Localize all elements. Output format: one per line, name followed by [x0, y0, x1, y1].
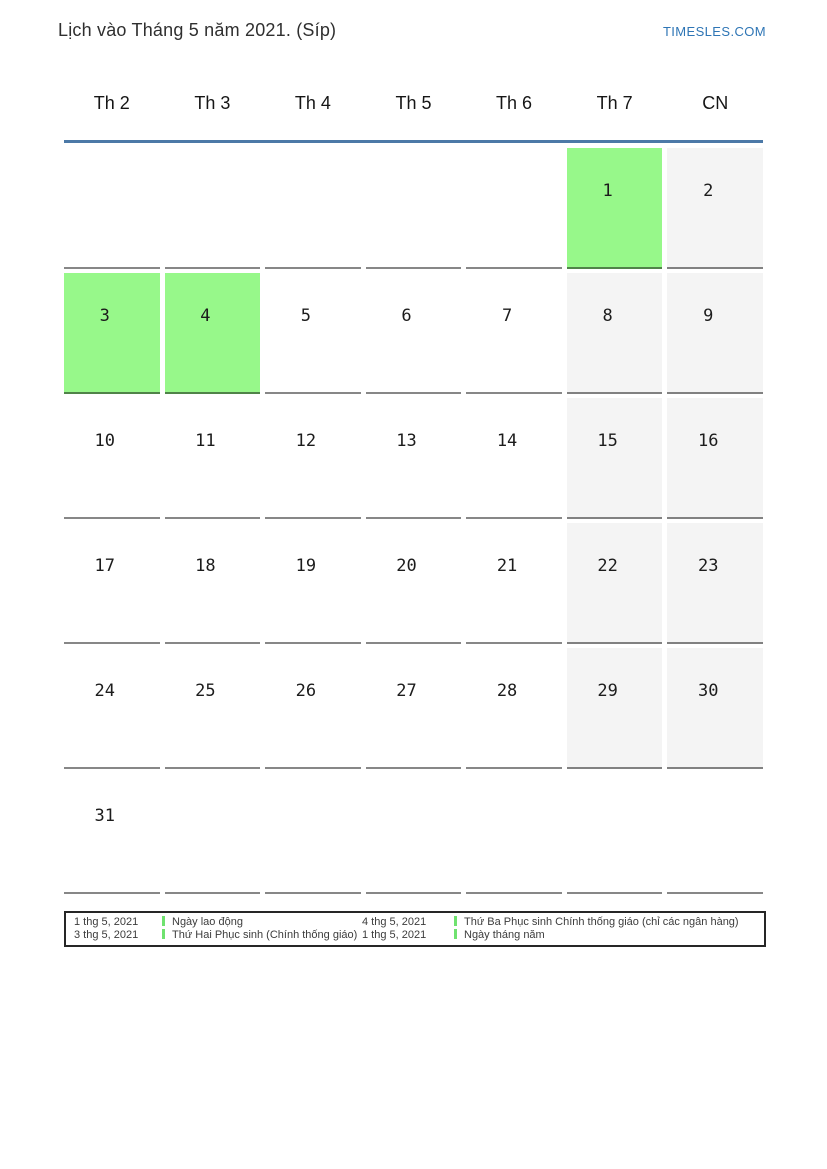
day-cell-6 [366, 273, 462, 394]
header-divider-line [64, 140, 763, 143]
day-number: 8 [602, 306, 613, 326]
day-header-th-3: Th 3 [194, 92, 231, 113]
day-cell-24 [64, 648, 160, 769]
day-cell-17 [64, 523, 160, 644]
day-number [366, 148, 462, 183]
day-cell-30 [667, 648, 763, 769]
holiday-marker-bar [162, 916, 165, 926]
empty-cell [366, 773, 462, 894]
day-number: 26 [295, 681, 317, 701]
legend-entry-date: 1 thg 5, 2021 [74, 916, 139, 928]
legend-box [64, 911, 766, 947]
legend-entry-label [162, 916, 362, 929]
day-number: 30 [697, 681, 719, 701]
day-cell-7 [466, 273, 562, 394]
day-cell-1 [567, 148, 663, 269]
day-number: 22 [597, 556, 618, 576]
day-cell-8 [567, 273, 663, 394]
legend-grid [74, 916, 764, 942]
day-number [466, 773, 562, 808]
day-number: 29 [597, 681, 618, 701]
calendar [64, 86, 763, 894]
day-number: 31 [94, 806, 116, 826]
day-cell-23 [667, 523, 763, 644]
legend-entry-label [454, 929, 764, 942]
day-number: 11 [195, 431, 216, 451]
day-header-th-4: Th 4 [294, 92, 331, 113]
holiday-marker-bar [162, 929, 165, 939]
empty-cell [165, 148, 261, 269]
day-cell-16 [667, 398, 763, 519]
day-number: 15 [597, 431, 618, 451]
legend-label-text: Ngày lao động [172, 916, 243, 928]
day-number: 3 [99, 306, 110, 326]
page-title: Lịch vào Tháng 5 năm 2021. (Síp) [58, 20, 337, 40]
day-cell-27 [366, 648, 462, 769]
day-cell-18 [165, 523, 261, 644]
day-cell-2 [667, 148, 763, 269]
legend-label-text: Thứ Hai Phục sinh (Chính thống giáo) [172, 929, 358, 941]
legend-label-text: Ngày tháng năm [464, 929, 545, 941]
day-number: 25 [195, 681, 216, 701]
day-cell-11 [165, 398, 261, 519]
day-cell-26 [265, 648, 361, 769]
legend-entry-date: 1 thg 5, 2021 [362, 929, 427, 941]
day-cell-5 [265, 273, 361, 394]
empty-cell [466, 773, 562, 894]
day-cell-21 [466, 523, 562, 644]
day-number: 6 [401, 306, 412, 326]
legend-label-text: Thứ Ba Phục sinh Chính thống giáo (chỉ các ngân hàng) [464, 916, 739, 928]
day-cell-9 [667, 273, 763, 394]
day-number [466, 148, 562, 183]
holiday-marker-bar [454, 916, 457, 926]
day-cell-14 [466, 398, 562, 519]
day-header-cn: CN [702, 92, 729, 113]
day-cell-12 [265, 398, 361, 519]
day-number [165, 148, 261, 183]
day-header-th-7: Th 7 [596, 92, 633, 113]
legend-entry-date: 4 thg 5, 2021 [362, 916, 427, 928]
day-number: 5 [300, 306, 312, 326]
day-number: 10 [94, 431, 116, 451]
day-number [265, 148, 361, 183]
day-number: 2 [703, 181, 714, 201]
legend-entry-label [162, 929, 362, 942]
empty-cell [64, 148, 160, 269]
site-link[interactable]: TIMESLES.COM [662, 24, 766, 39]
day-number: 9 [703, 306, 714, 326]
empty-cell [165, 773, 261, 894]
empty-cell [466, 148, 562, 269]
calendar-grid [64, 148, 763, 894]
day-number: 18 [195, 556, 216, 576]
day-number: 1 [602, 181, 613, 201]
day-header-th-2: Th 2 [93, 92, 130, 113]
empty-cell [567, 773, 663, 894]
empty-cell [265, 148, 361, 269]
day-number [64, 148, 160, 183]
day-number: 24 [94, 681, 116, 701]
day-number [165, 773, 261, 808]
day-number: 13 [396, 431, 417, 451]
day-number [667, 773, 763, 808]
day-number: 4 [200, 306, 211, 326]
day-cell-10 [64, 398, 160, 519]
empty-cell [366, 148, 462, 269]
empty-cell [265, 773, 361, 894]
day-cell-25 [165, 648, 261, 769]
day-cell-19 [265, 523, 361, 644]
day-number: 17 [94, 556, 116, 576]
legend-entry-label [454, 916, 764, 929]
legend-entry-date: 3 thg 5, 2021 [74, 929, 139, 941]
day-number: 28 [496, 681, 518, 701]
day-number: 20 [396, 556, 417, 576]
day-cell-28 [466, 648, 562, 769]
day-number [567, 773, 663, 808]
day-header-th-6: Th 6 [496, 92, 533, 113]
day-number [265, 773, 361, 808]
day-number: 19 [295, 556, 317, 576]
day-header-th-5: Th 5 [395, 92, 432, 113]
day-number: 21 [496, 556, 518, 576]
day-cell-31 [64, 773, 160, 894]
day-number [366, 773, 462, 808]
day-cell-29 [567, 648, 663, 769]
day-cell-13 [366, 398, 462, 519]
day-number: 12 [295, 431, 317, 451]
day-number: 16 [697, 431, 719, 451]
empty-cell [667, 773, 763, 894]
day-number: 14 [496, 431, 518, 451]
day-header-row [64, 86, 763, 120]
day-cell-3 [64, 273, 160, 394]
day-cell-22 [567, 523, 663, 644]
day-cell-20 [366, 523, 462, 644]
day-number: 23 [697, 556, 719, 576]
day-number: 7 [501, 306, 513, 326]
day-number: 27 [396, 681, 417, 701]
day-cell-15 [567, 398, 663, 519]
holiday-marker-bar [454, 929, 457, 939]
day-cell-4 [165, 273, 261, 394]
